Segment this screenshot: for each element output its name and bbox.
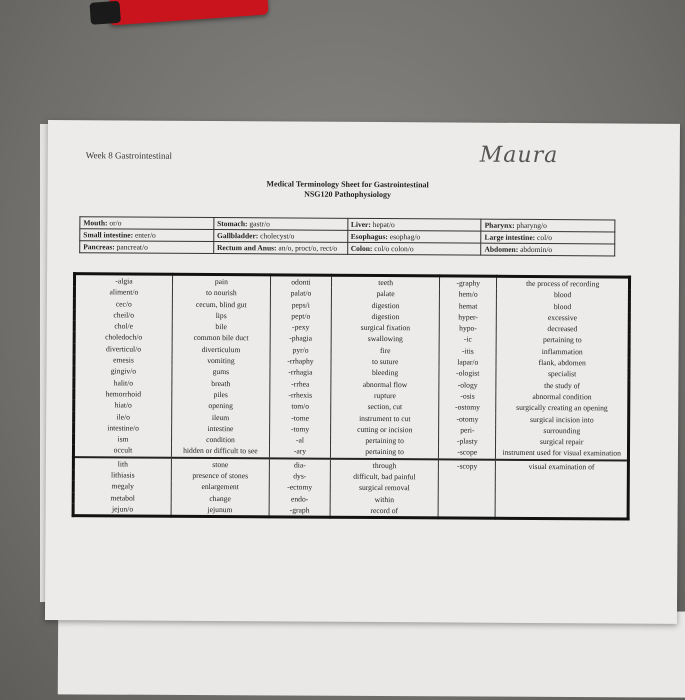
term-cell: hypo-: [439, 323, 496, 335]
meaning-cell: ileum: [172, 411, 270, 423]
term-cell: jejun/o: [73, 503, 171, 516]
meaning-cell: digestion: [331, 311, 439, 323]
meaning-cell: condition: [171, 434, 269, 446]
meaning-cell: within: [330, 493, 438, 505]
meaning-cell: change: [171, 492, 269, 504]
meaning-cell: [496, 472, 629, 484]
organ-label: Gallbladder:: [217, 231, 259, 241]
organ-label: Large intestine:: [484, 232, 536, 242]
meaning-cell: digestion: [331, 299, 439, 311]
roots-cell: [80, 217, 214, 230]
term-cell: -ology: [439, 379, 496, 391]
meaning-cell: visual examination of: [496, 459, 629, 472]
term-cell: choledoch/o: [74, 332, 172, 344]
meaning-cell: bile: [172, 321, 270, 333]
week-label: Week 8 Gastrointestinal: [85, 150, 173, 161]
meaning-cell: abnormal condition: [496, 391, 629, 403]
meaning-cell: [495, 506, 628, 520]
meaning-cell: the process of recording: [497, 276, 630, 290]
organ-label: Rectum and Anus:: [216, 243, 277, 253]
organ-root: col/o colon/o: [372, 243, 414, 254]
handwritten-name: Maura: [479, 142, 559, 169]
meaning-cell: palate: [331, 288, 439, 300]
term-cell: palat/o: [270, 288, 331, 300]
meaning-cell: pertaining to: [331, 446, 439, 459]
term-cell: diverticul/o: [74, 343, 172, 355]
meaning-cell: hidden or difficult to see: [171, 445, 269, 458]
organ-root: hepat/o: [370, 219, 395, 230]
meaning-cell: teeth: [332, 275, 440, 288]
meaning-cell: decreased: [497, 323, 630, 335]
organ-root: an/o, proct/o, rect/o: [276, 243, 338, 253]
term-cell: occult: [73, 445, 171, 458]
roots-cell: [347, 230, 481, 243]
term-cell: -ectomy: [269, 482, 330, 494]
term-cell: -algia: [74, 274, 172, 287]
meaning-cell: diverticulum: [172, 344, 270, 356]
term-cell: [438, 494, 495, 506]
term-cell: -itis: [439, 345, 496, 357]
term-cell: pept/o: [270, 310, 331, 322]
meaning-cell: pain: [172, 274, 270, 287]
roots-row: [80, 241, 615, 256]
term-cell: -osis: [439, 390, 496, 402]
meaning-cell: vomiting: [172, 355, 270, 367]
term-row: [73, 503, 628, 519]
meaning-cell: surgical repair: [496, 436, 629, 448]
roots-cell: [481, 231, 615, 244]
meaning-cell: instrument to cut: [331, 412, 439, 424]
organ-label: Liver:: [350, 219, 371, 229]
meaning-cell: the study of: [496, 379, 629, 391]
term-cell: metabol: [73, 492, 171, 504]
term-cell: megaly: [73, 481, 171, 493]
term-cell: [438, 483, 495, 495]
meaning-cell: surgical incision into: [496, 413, 629, 425]
roots-cell: [214, 218, 348, 231]
term-cell: -graphy: [440, 276, 497, 289]
meaning-cell: excessive: [497, 312, 630, 324]
term-cell: -rrhagia: [270, 367, 331, 379]
meaning-cell: piles: [172, 389, 270, 401]
term-cell: peps/i: [270, 299, 331, 311]
organ-root: pancreat/o: [114, 242, 148, 252]
roots-cell: [80, 241, 214, 254]
organ-root: cholecyst/o: [258, 231, 295, 241]
term-cell: ism: [74, 433, 172, 445]
worksheet-page: [45, 120, 680, 624]
term-cell: -ic: [439, 334, 496, 346]
meaning-cell: to nourish: [172, 287, 270, 299]
term-cell: hemorrhoid: [74, 388, 172, 400]
meaning-cell: intestine: [172, 423, 270, 435]
roots-cell: [481, 219, 615, 232]
term-cell: -pexy: [270, 322, 331, 334]
term-cell: aliment/o: [74, 286, 172, 298]
organ-label: Small intestine:: [83, 230, 134, 240]
term-cell: gingiv/o: [74, 366, 172, 378]
roots-cell: [214, 230, 348, 243]
meaning-cell: [495, 494, 628, 506]
sheet-title: [48, 178, 648, 202]
term-cell: -tome: [270, 412, 331, 424]
meaning-cell: enlargement: [171, 481, 269, 493]
organ-label: Esophagus:: [350, 231, 388, 242]
meaning-cell: cutting or incision: [331, 424, 439, 436]
organ-root: enter/o: [133, 230, 156, 240]
meaning-cell: swallowing: [331, 333, 439, 345]
term-cell: -rrhexis: [270, 389, 331, 401]
organ-label: Pancreas:: [83, 242, 115, 252]
term-cell: -tomy: [269, 423, 330, 435]
term-cell: endo-: [269, 493, 330, 505]
meaning-cell: pertaining to: [331, 435, 439, 447]
organ-root: esophag/o: [387, 232, 421, 242]
roots-cell: [80, 229, 214, 242]
term-cell: -phagia: [270, 333, 331, 345]
term-cell: -plasty: [439, 436, 496, 448]
term-cell: chol/e: [74, 320, 172, 332]
meaning-cell: rupture: [331, 390, 439, 402]
organ-root: gastr/o: [247, 219, 270, 229]
meaning-cell: blood: [497, 289, 630, 301]
term-cell: -ologist: [439, 368, 496, 380]
term-cell: cec/o: [74, 298, 172, 310]
term-cell: intestine/o: [74, 422, 172, 434]
term-cell: dia-: [269, 458, 330, 471]
term-cell: -rrhea: [270, 378, 331, 390]
term-cell: hyper-: [439, 311, 496, 323]
meaning-cell: gums: [172, 366, 270, 378]
meaning-cell: through: [330, 458, 438, 471]
organ-label: Abdomen:: [484, 244, 519, 254]
term-cell: -ary: [269, 446, 330, 459]
meaning-cell: to suture: [331, 356, 439, 368]
organ-label: Mouth:: [83, 218, 108, 228]
meaning-cell: blood: [497, 300, 630, 312]
meaning-cell: pertaining to: [496, 334, 629, 346]
term-cell: tom/o: [270, 401, 331, 413]
organ-root: pharyng/o: [514, 220, 547, 231]
term-cell: lapar/o: [439, 356, 496, 368]
meaning-cell: cecum, blind gut: [172, 298, 270, 310]
term-cell: -al: [269, 435, 330, 447]
title-line-1: Medical Terminology Sheet for Gastrointestinal: [266, 179, 429, 190]
term-cell: -otomy: [439, 413, 496, 425]
term-cell: -rrhaphy: [270, 355, 331, 367]
meaning-cell: flank, abdomen: [496, 357, 629, 369]
meaning-cell: presence of stones: [171, 470, 269, 482]
meaning-cell: abnormal flow: [331, 378, 439, 390]
meaning-cell: jejunum: [171, 504, 269, 517]
term-cell: hemat: [440, 300, 497, 312]
meaning-cell: surgically creating an opening: [496, 402, 629, 414]
meaning-cell: bleeding: [331, 367, 439, 379]
term-cell: [439, 471, 496, 483]
meaning-cell: section, cut: [331, 401, 439, 413]
roots-cell: [347, 218, 481, 231]
term-cell: hem/o: [440, 289, 497, 301]
meaning-cell: stone: [171, 458, 269, 471]
term-cell: peri-: [439, 424, 496, 436]
term-cell: lith: [73, 457, 171, 470]
meaning-cell: fire: [331, 345, 439, 357]
meaning-cell: opening: [172, 400, 270, 412]
roots-cell: [347, 242, 481, 255]
meaning-cell: surgical fixation: [331, 322, 439, 334]
term-cell: emesis: [74, 354, 172, 366]
roots-cell: [481, 243, 615, 256]
organ-root: abdomin/o: [518, 244, 553, 255]
term-cell: -graph: [269, 504, 330, 517]
term-cell: pyr/o: [270, 344, 331, 356]
meaning-cell: surgical removal: [330, 482, 438, 494]
term-cell: [438, 505, 495, 518]
term-cell: -scopy: [439, 459, 496, 472]
meaning-cell: difficult, bad painful: [330, 471, 438, 483]
term-cell: halit/o: [74, 377, 172, 389]
term-cell: -ostomy: [439, 402, 496, 414]
organ-root: or/o: [107, 218, 122, 228]
organ-label: Colon:: [350, 243, 373, 253]
term-cell: lithiasis: [73, 469, 171, 481]
meaning-cell: inflammation: [496, 346, 629, 358]
organ-label: Pharynx:: [484, 220, 515, 230]
term-cell: odonti: [270, 275, 331, 288]
term-cell: dys-: [269, 470, 330, 482]
meaning-cell: breath: [172, 377, 270, 389]
meaning-cell: common bile duct: [172, 332, 270, 344]
terminology-table: [72, 272, 631, 521]
title-line-2: NSG120 Pathophysiology: [304, 189, 392, 200]
term-cell: -scope: [439, 447, 496, 460]
meaning-cell: lips: [172, 310, 270, 322]
term-cell: cheil/o: [74, 309, 172, 321]
meaning-cell: specialist: [496, 368, 629, 380]
word-roots-table: [79, 216, 615, 256]
term-cell: ile/o: [74, 411, 172, 423]
meaning-cell: [496, 483, 629, 495]
meaning-cell: surrounding: [496, 425, 629, 437]
organ-label: Stomach:: [217, 219, 248, 229]
meaning-cell: record of: [330, 505, 438, 518]
meaning-cell: instrument used for visual examination: [496, 447, 629, 460]
term-cell: hiat/o: [74, 399, 172, 411]
roots-cell: [213, 242, 347, 255]
organ-root: col/o: [535, 232, 553, 243]
